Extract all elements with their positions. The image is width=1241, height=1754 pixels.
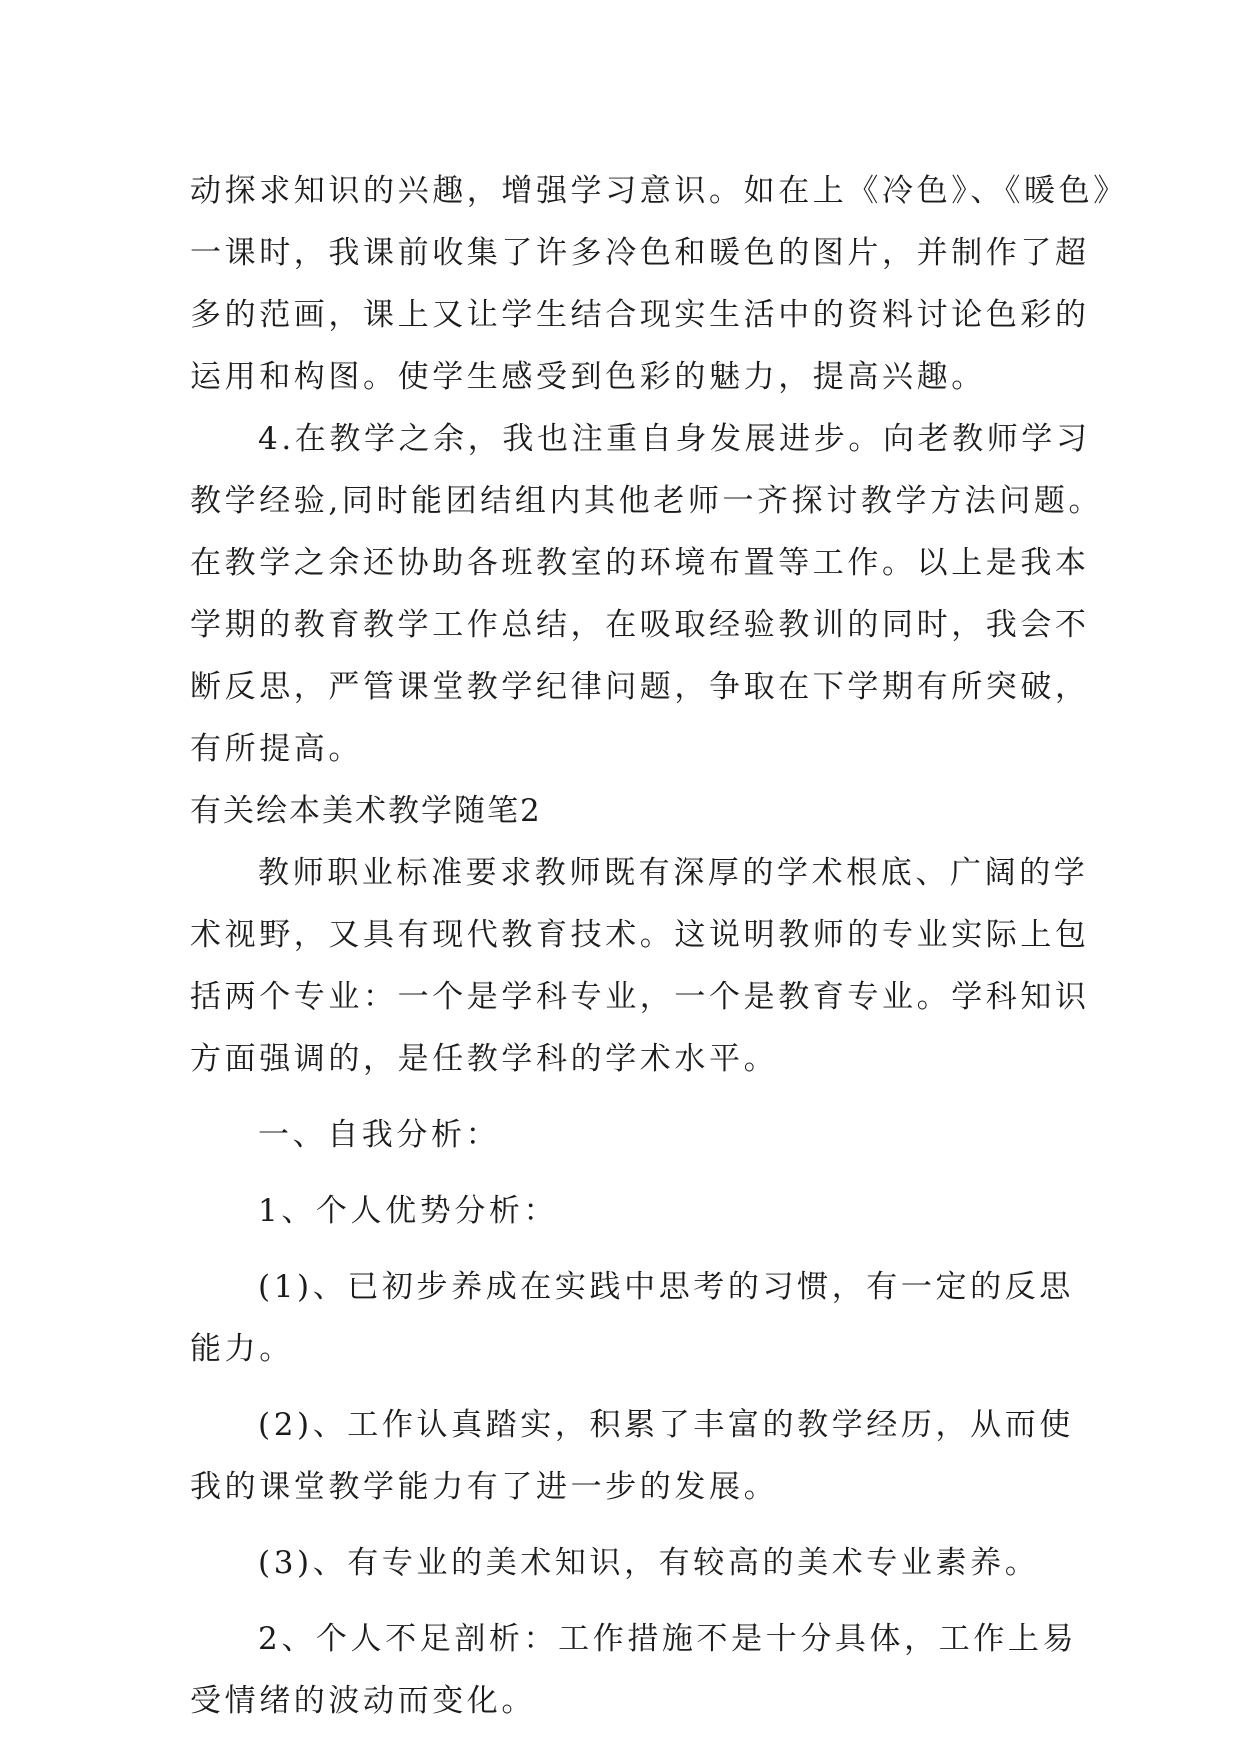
text-line: 4.在教学之余，我也注重自身发展进步。向老教师学习: [258, 421, 1091, 457]
list-item-continuation: 我的课堂教学能力有了进一步的发展。: [190, 1469, 779, 1505]
list-subheading: 2、个人不足剖析：工作措施不是十分具体，工作上易: [258, 1621, 1078, 1657]
text-line: 有所提高。: [190, 731, 363, 767]
list-item: (1)、已初步养成在实践中思考的习惯，有一定的反思: [258, 1269, 1074, 1305]
list-heading: 一、自我分析：: [258, 1117, 501, 1153]
text-line: 方面强调的，是任教学科的学术水平。: [190, 1041, 779, 1077]
text-line: 术视野，又具有现代教育技术。这说明教师的专业实际上包: [190, 917, 1090, 953]
list-subheading: 1、个人优势分析：: [258, 1193, 559, 1229]
list-item-continuation: 能力。: [190, 1331, 294, 1367]
section-heading: 有关绘本美术教学随笔2: [190, 793, 542, 829]
list-item-continuation: 受情绪的波动而变化。: [190, 1683, 536, 1719]
list-item: (3)、有专业的美术知识，有较高的美术专业素养。: [258, 1545, 1040, 1581]
text-line: 教学经验,同时能团结组内其他老师一齐探讨教学方法问题。: [190, 483, 1104, 519]
text-line: 括两个专业：一个是学科专业，一个是教育专业。学科知识: [190, 979, 1090, 1015]
list-item: (2)、工作认真踏实，积累了丰富的教学经历，从而使: [258, 1407, 1074, 1443]
text-line: 教师职业标准要求教师既有深厚的学术根底、广阔的学: [258, 855, 1089, 891]
text-line: 一课时，我课前收集了许多冷色和暖色的图片，并制作了超: [190, 235, 1090, 271]
text-line: 运用和构图。使学生感受到色彩的魅力，提高兴趣。: [190, 359, 986, 395]
text-line: 学期的教育教学工作总结，在吸取经验教训的同时，我会不: [190, 607, 1090, 643]
text-line: 在教学之余还协助各班教室的环境布置等工作。以上是我本: [190, 545, 1090, 581]
text-line: 多的范画，课上又让学生结合现实生活中的资料讨论色彩的: [190, 297, 1090, 333]
text-line: 动探求知识的兴趣，增强学习意识。如在上《冷色》、《暖色》: [190, 173, 1128, 209]
document-body: [190, 160, 1128, 1732]
text-line: 断反思，严管课堂教学纪律问题，争取在下学期有所突破，: [190, 669, 1090, 705]
